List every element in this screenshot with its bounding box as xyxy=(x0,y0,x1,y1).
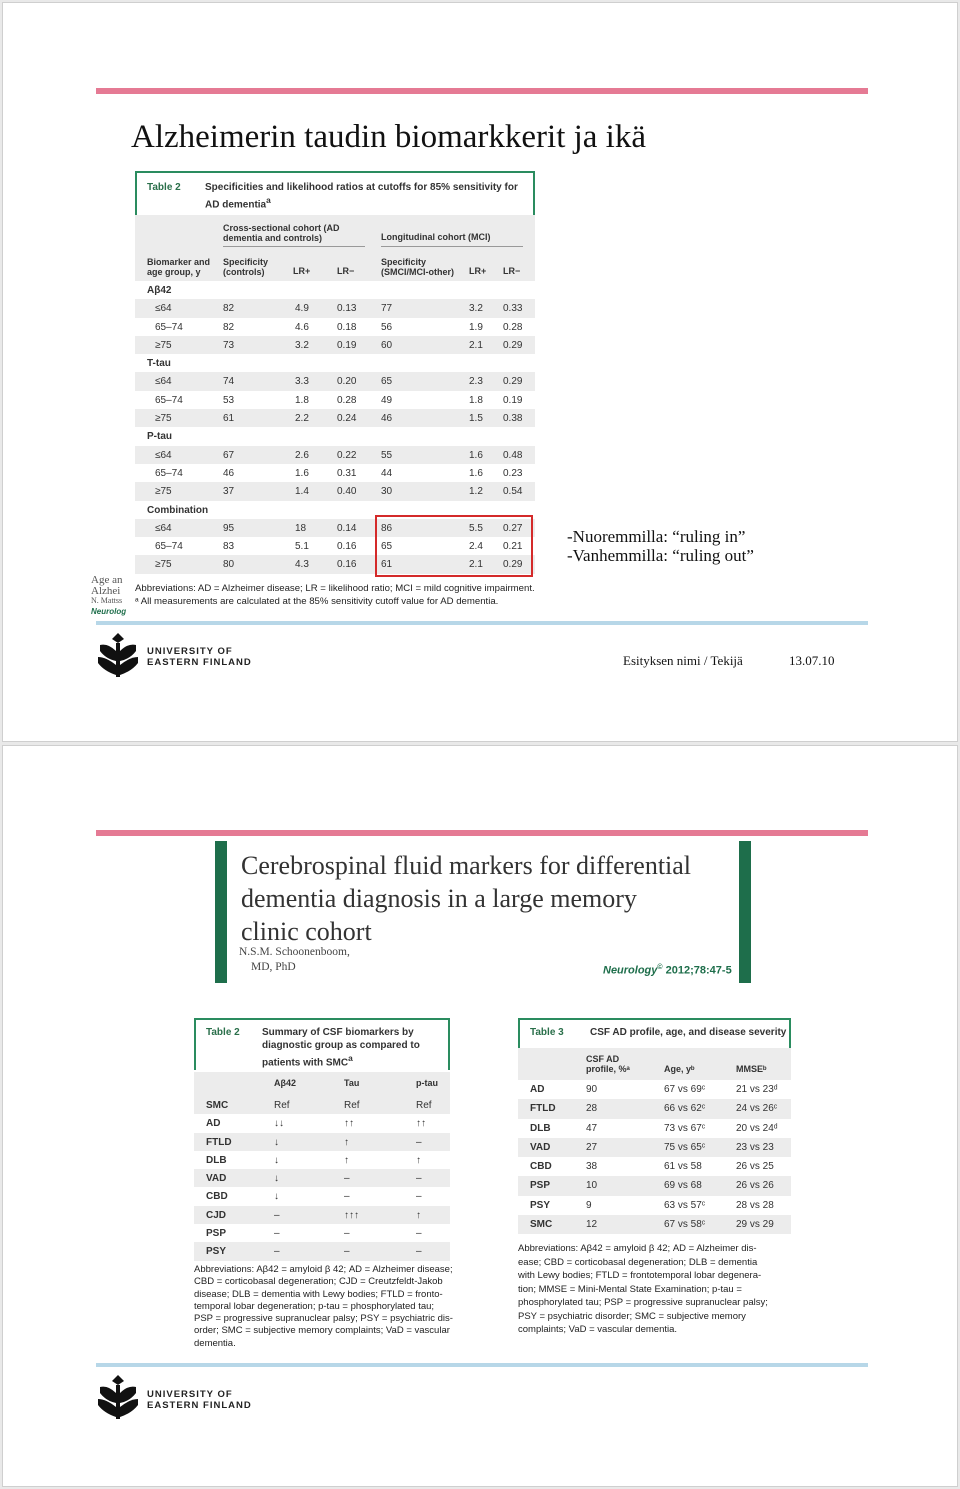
table-cell: 0.23 xyxy=(503,467,523,479)
table-caption-text: Summary of CSF biomarkers by diagnostic group as compared to patients with SMC$^a$ xyxy=(262,1027,420,1069)
table-body xyxy=(194,1096,450,1261)
table-cell: 0.14 xyxy=(337,522,357,534)
table-cell: 65–74 xyxy=(155,394,183,406)
table-cell: FTLD xyxy=(206,1136,232,1148)
footer-presentation: Esityksen nimi / Tekijä xyxy=(623,653,743,668)
table-cell: 0.28 xyxy=(337,394,357,406)
table-cell: 26 vs 26 xyxy=(736,1180,774,1192)
table-abbreviations xyxy=(518,1242,798,1337)
table-cell: – xyxy=(344,1246,350,1258)
article-title-line: clinic cohort xyxy=(241,917,372,946)
banner-left-stripe xyxy=(215,841,227,983)
table-cell: AD xyxy=(206,1118,221,1130)
table-cell: 2.3 xyxy=(469,376,483,388)
slide-1 xyxy=(2,2,958,742)
table-cell: 0.19 xyxy=(337,339,357,351)
table-cell: 28 xyxy=(586,1103,598,1115)
table-cell: 0.29 xyxy=(503,339,523,351)
article-authors xyxy=(239,945,350,975)
table-caption-label: Table 2 xyxy=(147,182,181,193)
table-cell: 0.16 xyxy=(337,541,357,553)
col-header: Biomarker and age group, y xyxy=(147,257,211,277)
top-accent-bar xyxy=(96,830,868,836)
abbreviation-line: dementia. xyxy=(194,1337,236,1349)
table-row xyxy=(135,336,535,354)
table-cell: 46 xyxy=(223,467,235,479)
table-row xyxy=(135,482,535,500)
table-row xyxy=(518,1157,791,1176)
table-cell: 65–74 xyxy=(155,321,183,333)
table-caption-label: Table 3 xyxy=(530,1027,564,1038)
highlight-box xyxy=(375,515,533,577)
table-cell: 60 xyxy=(381,339,393,351)
journal-citation: Neurology© 2012;78:47-5 xyxy=(603,964,732,977)
table-cell: 38 xyxy=(586,1161,598,1173)
table-cell: 0.33 xyxy=(503,303,523,315)
table-row xyxy=(194,1133,450,1151)
abbreviation-line: order; SMC = subjective memory complaints; VaD = vascular xyxy=(194,1325,450,1337)
col-header: Tau xyxy=(344,1078,360,1088)
table-cell: CBD xyxy=(206,1191,228,1203)
bottom-accent-bar xyxy=(96,1363,868,1367)
table-cell: Ref xyxy=(344,1100,360,1111)
table-cell: 9 xyxy=(586,1199,592,1211)
table-cell: PSP xyxy=(206,1228,227,1240)
table-cell: – xyxy=(344,1191,350,1203)
table-row xyxy=(518,1099,791,1118)
col-header: MMSEᵇ xyxy=(736,1064,767,1074)
table-cell: ↓ xyxy=(274,1136,279,1148)
top-accent-bar xyxy=(96,88,868,94)
table-cell: 95 xyxy=(223,522,235,534)
article-title-line: Cerebrospinal fluid markers for differential xyxy=(241,851,692,880)
table-cell: – xyxy=(416,1173,422,1185)
table-caption-text: CSF AD profile, age, and disease severity xyxy=(590,1027,787,1038)
table-cell: – xyxy=(344,1173,350,1185)
table-cell: – xyxy=(274,1228,280,1240)
group-label: Combination xyxy=(147,504,209,516)
bullet-young: -Nuoremmilla: “ruling in” xyxy=(567,527,746,546)
table-cell: 61 xyxy=(223,413,235,425)
table-cell: 23 vs 23 xyxy=(736,1141,774,1153)
table-row xyxy=(135,464,535,482)
table-cell: SMC xyxy=(206,1100,229,1111)
col-header: Aβ42 xyxy=(274,1078,297,1088)
col-header: LR− xyxy=(503,266,521,276)
table-cell: PSY xyxy=(206,1246,227,1258)
table-row xyxy=(135,318,535,336)
abbreviation-line: CBD = corticobasal degeneration; CJD = Creutzfeldt-Jakob xyxy=(194,1276,443,1288)
article-title-line: dementia diagnosis in a large memory xyxy=(241,884,637,913)
table-cell: 3.2 xyxy=(469,303,483,315)
table-row xyxy=(194,1114,450,1132)
table-cell: 47 xyxy=(586,1122,598,1134)
table-cell: ↓↓ xyxy=(274,1118,284,1130)
clipped-line: Neurolog xyxy=(91,606,127,616)
table-cell: 0.28 xyxy=(503,321,523,333)
table-row xyxy=(518,1080,791,1099)
table-caption-text: Specificities and likelihood ratios at cutoffs for 85% sensitivity for AD dementia$^a$ xyxy=(205,182,518,211)
table-cell: DLB xyxy=(530,1122,551,1134)
table-cell: 1.9 xyxy=(469,321,483,333)
table-cell: 82 xyxy=(223,303,235,315)
abbreviation-line: ease; CBD = corticobasal degeneration; DLB = dementia xyxy=(518,1256,758,1268)
table-cell: ↑↑↑ xyxy=(344,1209,359,1221)
table-cell: 49 xyxy=(381,394,393,406)
table-footnote: ᵃ All measurements are calculated at the 85% sensitivity cutoff value for AD dementia. xyxy=(135,596,499,607)
table-cell: 83 xyxy=(223,541,235,553)
table-cell: 1.6 xyxy=(295,467,309,479)
table-cell: 1.2 xyxy=(469,486,483,498)
table-cell: 0.22 xyxy=(337,449,357,461)
table-cell: 0.40 xyxy=(337,486,357,498)
table-cell: 1.6 xyxy=(469,467,483,479)
table-cell: ↑↑ xyxy=(416,1118,426,1130)
col-header: p-tau xyxy=(416,1078,438,1088)
col-header: Specificity (controls) xyxy=(223,257,269,277)
table-cell: ≥75 xyxy=(155,413,172,425)
table-cell: SMC xyxy=(530,1219,553,1231)
table-cell: 2.4 xyxy=(469,541,483,553)
csf-summary-table xyxy=(194,1018,453,1354)
table-abbreviations xyxy=(194,1264,464,1350)
table-abbreviations: Abbreviations: AD = Alzheimer disease; LR = likelihood ratio; MCI = mild cognitive impairment. xyxy=(135,583,535,594)
table-cell: ↑ xyxy=(344,1136,349,1148)
table-cell: – xyxy=(344,1228,350,1240)
table-cell: VAD xyxy=(206,1173,227,1185)
col-header: LR+ xyxy=(293,266,311,276)
table-cell: – xyxy=(416,1246,422,1258)
table-cell: ↑ xyxy=(344,1154,349,1166)
uef-emblem-icon xyxy=(96,631,140,679)
table-cell: 5.1 xyxy=(295,541,309,553)
author-line: MD, PhD xyxy=(251,961,296,973)
table-cell: – xyxy=(274,1246,280,1258)
table-cell: 66 vs 62ᶜ xyxy=(664,1103,706,1115)
table-cell: 0.27 xyxy=(503,522,523,534)
university-name xyxy=(147,646,252,668)
table-cell: 0.29 xyxy=(503,559,523,571)
table-cell: 4.3 xyxy=(295,559,309,571)
bullet-old: -Vanhemmilla: “ruling out” xyxy=(567,546,754,565)
table-cell: 46 xyxy=(381,413,393,425)
article-title xyxy=(241,849,691,948)
clipped-line: N. Mattss xyxy=(91,596,123,605)
table-cell: 0.54 xyxy=(503,486,523,498)
table-cell: 55 xyxy=(381,449,393,461)
table-cell: 0.13 xyxy=(337,303,357,315)
table-cell: – xyxy=(416,1191,422,1203)
table-cell: ↓ xyxy=(274,1173,279,1185)
university-name xyxy=(147,1389,252,1411)
table-cell: 2.6 xyxy=(295,449,309,461)
table-cell: Ref xyxy=(274,1100,290,1111)
abbreviation-line: phosphorylated tau; PSP = progressive supranuclear palsy; xyxy=(518,1297,768,1308)
table-row xyxy=(194,1242,450,1260)
table-row xyxy=(135,299,535,317)
col-header: LR+ xyxy=(469,266,487,276)
table-cell: 44 xyxy=(381,467,393,479)
table-cell: 67 vs 69ᶜ xyxy=(664,1084,706,1095)
abbreviation-line: tion; MMSE = Mini-Mental State Examination; p-tau = xyxy=(518,1283,742,1295)
slide-title: Alzheimerin taudin biomarkkerit ja ikä xyxy=(131,119,646,155)
table-cell: ↓ xyxy=(274,1191,279,1203)
cohort-longitudinal: Longitudinal cohort (MCI) xyxy=(381,232,491,242)
table-cell: 2.1 xyxy=(469,559,483,571)
group-row xyxy=(135,427,535,445)
table-cell: ↑ xyxy=(416,1154,421,1166)
table-cell: 63 vs 57ᶜ xyxy=(664,1199,706,1211)
col-header: CSF AD profile, %ᵃ xyxy=(586,1054,630,1074)
table-cell: 10 xyxy=(586,1180,598,1192)
table-cell: – xyxy=(416,1136,422,1148)
table-cell: 0.38 xyxy=(503,413,523,425)
table-cell: 1.8 xyxy=(469,394,483,406)
university-logo xyxy=(96,1373,140,1426)
table-cell: 3.2 xyxy=(295,339,309,351)
university-name-line: EASTERN FINLAND xyxy=(147,657,252,668)
table-cell: 90 xyxy=(586,1084,598,1095)
col-header: LR− xyxy=(337,266,355,276)
table-cell: 28 vs 28 xyxy=(736,1199,774,1211)
table-cell: ≤64 xyxy=(155,522,172,534)
table-cell: 67 vs 58ᶜ xyxy=(664,1219,706,1231)
table-cell: 29 vs 29 xyxy=(736,1219,774,1231)
table-cell: 2.2 xyxy=(295,413,309,425)
table-row xyxy=(135,446,535,464)
table-cell: Ref xyxy=(416,1100,432,1111)
table-row xyxy=(135,409,535,427)
table-cell: PSY xyxy=(530,1199,551,1211)
table-cell: ≥75 xyxy=(155,339,172,351)
table-cell: 30 xyxy=(381,486,393,498)
table-cell: 0.24 xyxy=(337,413,357,425)
table-cell: 2.1 xyxy=(469,339,483,351)
table-cell: 0.18 xyxy=(337,321,357,333)
author-line: N.S.M. Schoonenboom, xyxy=(239,946,350,958)
table-cell: 26 vs 25 xyxy=(736,1161,774,1173)
university-name-line: UNIVERSITY OF xyxy=(147,646,233,657)
table-cell: 61 vs 58 xyxy=(664,1161,702,1173)
table-cell: ≤64 xyxy=(155,449,172,461)
table-cell: 0.29 xyxy=(503,376,523,388)
uef-emblem-icon xyxy=(96,1373,140,1421)
abbreviation-line: PSP = progressive supranuclear palsy; PSY = psychiatric dis- xyxy=(194,1313,453,1325)
table-cell: 0.16 xyxy=(337,559,357,571)
abbreviation-line: disease; DLB = dementia with Lewy bodies; FTLD = fronto- xyxy=(194,1288,443,1300)
group-row xyxy=(135,281,535,299)
cohort-rule xyxy=(223,246,365,247)
table-cell: ↑ xyxy=(416,1209,421,1221)
table-cell: 65 xyxy=(381,541,393,553)
table-cell: 0.21 xyxy=(503,541,523,553)
table-cell: 74 xyxy=(223,376,235,388)
col-header: Age, yᵇ xyxy=(664,1064,695,1074)
table-cell: 27 xyxy=(586,1141,598,1153)
table-cell: 65–74 xyxy=(155,541,183,553)
table-cell: 1.4 xyxy=(295,486,309,498)
table-cell: 1.6 xyxy=(469,449,483,461)
abbreviation-line: Abbreviations: Aβ42 = amyloid β 42; AD = Alzheimer dis- xyxy=(518,1243,757,1254)
table-cell: 82 xyxy=(223,321,235,333)
table-cell: 4.6 xyxy=(295,321,309,333)
group-label: T-tau xyxy=(147,358,171,370)
table-row xyxy=(194,1206,450,1224)
table-cell: 69 vs 68 xyxy=(664,1180,702,1192)
table-cell: 1.8 xyxy=(295,394,309,406)
table-cell: AD xyxy=(530,1084,545,1095)
table-cell: 12 xyxy=(586,1219,598,1231)
cohort-cross-sectional: Cross-sectional cohort (AD dementia and controls) xyxy=(223,223,340,243)
table-cell: 53 xyxy=(223,394,235,406)
col-header: Specificity (SMCI/MCI-other) xyxy=(381,257,454,277)
table-row xyxy=(518,1138,791,1157)
abbreviation-line: with Lewy bodies; FTLD = frontotemporal lobar degenera- xyxy=(518,1270,762,1281)
footer-date: 13.07.10 xyxy=(789,653,835,668)
table-row xyxy=(135,391,535,409)
table-cell: 56 xyxy=(381,321,393,333)
table-caption-label: Table 2 xyxy=(206,1027,240,1038)
group-label: P-tau xyxy=(147,431,172,443)
table-cell: ≥75 xyxy=(155,486,172,498)
slide-2 xyxy=(2,745,958,1487)
table-cell: 0.31 xyxy=(337,467,357,479)
table-row xyxy=(518,1196,791,1215)
table-cell: 73 vs 67ᶜ xyxy=(664,1122,706,1134)
group-label: Aβ42 xyxy=(147,285,172,296)
clipped-source-text xyxy=(91,575,126,617)
table-cell: 75 vs 65ᶜ xyxy=(664,1141,706,1153)
table-cell: 0.19 xyxy=(503,394,523,406)
table-cell: 80 xyxy=(223,559,235,571)
table-cell: PSP xyxy=(530,1180,551,1192)
table-cell: CJD xyxy=(206,1209,227,1221)
table-row xyxy=(194,1151,450,1169)
table-cell: DLB xyxy=(206,1154,227,1166)
table-cell: 65–74 xyxy=(155,467,183,479)
table-cell: – xyxy=(416,1228,422,1240)
table-cell: ≤64 xyxy=(155,376,172,388)
table-row xyxy=(194,1169,450,1187)
university-name-line: UNIVERSITY OF xyxy=(147,1389,233,1400)
university-name-line: EASTERN FINLAND xyxy=(147,1400,252,1411)
table-cell: ≥75 xyxy=(155,559,172,571)
bottom-accent-bar xyxy=(96,621,868,625)
table-cell: 1.5 xyxy=(469,413,483,425)
table-cell: 3.3 xyxy=(295,376,309,388)
csf-profile-table xyxy=(518,1018,791,1338)
table-cell: 61 xyxy=(381,559,393,571)
table-row xyxy=(518,1119,791,1138)
group-row xyxy=(135,354,535,372)
table-cell: 73 xyxy=(223,339,235,351)
table-cell: 20 vs 24ᵈ xyxy=(736,1122,778,1134)
table-cell: ↓ xyxy=(274,1154,279,1166)
table-cell: – xyxy=(274,1209,280,1221)
table-cell: ≤64 xyxy=(155,303,172,315)
abbreviation-line: PSY = psychiatric disorder; SMC = subjective memory xyxy=(518,1310,746,1322)
table-cell: 0.20 xyxy=(337,376,357,388)
table-cell: 0.48 xyxy=(503,449,523,461)
table-cell: 77 xyxy=(381,303,393,315)
table-cell: 24 vs 26ᶜ xyxy=(736,1103,778,1115)
table-row xyxy=(518,1176,791,1195)
table-header-bg xyxy=(194,1072,450,1096)
table-cell: 21 vs 23ᵈ xyxy=(736,1084,778,1095)
cohort-rule xyxy=(381,246,523,247)
banner-right-stripe xyxy=(739,841,751,983)
abbreviation-line: temporal lobar degeneration; p-tau = phosphorylated tau; xyxy=(194,1300,435,1312)
table-row xyxy=(135,372,535,390)
table-row xyxy=(194,1187,450,1205)
university-logo xyxy=(96,631,140,684)
abbreviation-line: complaints; VaD = vascular dementia. xyxy=(518,1324,678,1335)
table-cell: 37 xyxy=(223,486,235,498)
table-cell: VAD xyxy=(530,1141,551,1153)
table-cell: CBD xyxy=(530,1161,552,1173)
clipped-line: Alzhei xyxy=(91,584,121,597)
table-body xyxy=(518,1080,791,1234)
table-row xyxy=(194,1224,450,1242)
table-cell: 4.9 xyxy=(295,303,309,315)
table-cell: FTLD xyxy=(530,1103,556,1115)
table-row xyxy=(518,1215,791,1234)
table-cell: 86 xyxy=(381,522,393,534)
clipped-line: Age an xyxy=(91,574,123,586)
table-cell: 67 xyxy=(223,449,235,461)
table-cell: 18 xyxy=(295,522,307,534)
abbreviation-line: Abbreviations: Aβ42 = amyloid β 42; AD = Alzheimer disease; xyxy=(194,1264,453,1275)
table-cell: 5.5 xyxy=(469,522,483,534)
article-banner xyxy=(215,841,751,983)
table-row xyxy=(194,1096,450,1114)
table-cell: ↑↑ xyxy=(344,1118,354,1130)
table-cell: 65 xyxy=(381,376,393,388)
